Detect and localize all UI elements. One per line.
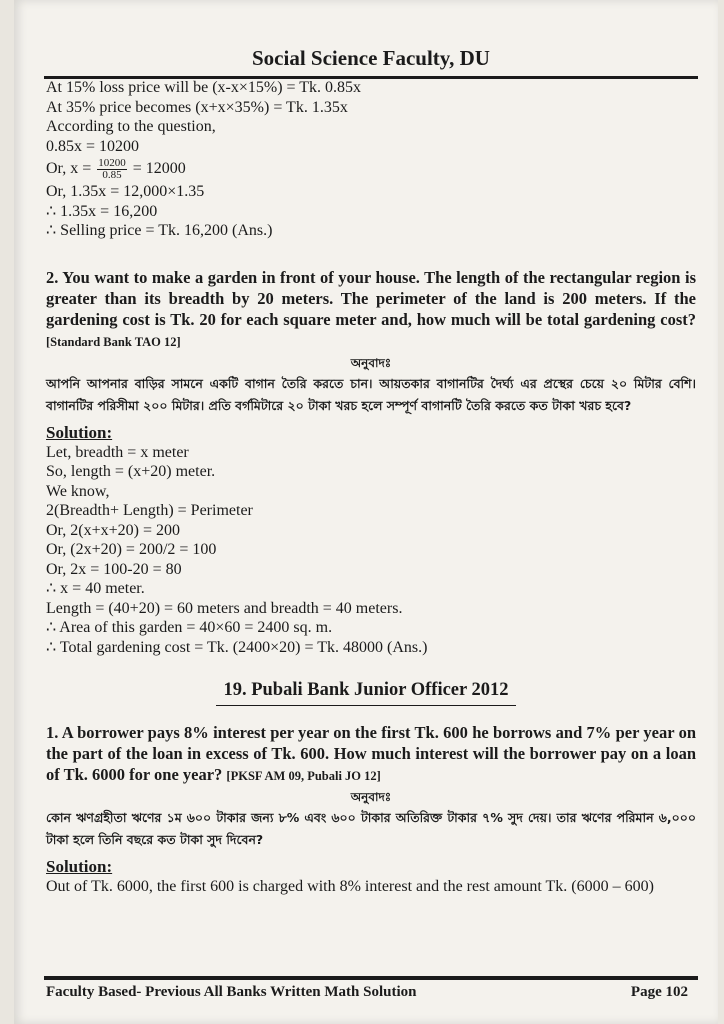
question-1 [46,722,696,787]
text-line: At 15% loss price will be (x-x×15%) = Tk. 0.85x [46,79,362,96]
text-line: Or, 1.35x = 12,000×1.35 [46,183,205,200]
text-line: Or, (2x+20) = 200/2 = 100 [46,541,217,558]
solution-heading: Solution: [46,423,113,442]
text-line: ∴ Total gardening cost = Tk. (2400×20) = Tk. 48000 (Ans.) [46,638,428,656]
page-number: Page 102 [630,984,688,1000]
section-heading: 19. Pubali Bank Junior Officer 2012 [216,681,516,706]
question-text: 1. A borrower pays 8% interest per year on the first Tk. 600 he borrows and 7% per year on the part of the loan in excess of Tk. 600. How much interest will the borrower pay on a loan of Tk. 6000 for one year? [46,722,696,784]
translation-label: অনুবাদঃ [350,355,392,370]
text-line: So, length = (x+20) meter. [46,463,216,480]
text-line: Or, 2(x+x+20) = 200 [46,521,180,539]
bangla-translation: কোন ঋণগ্রহীতা ঋণের ১ম ৬০০ টাকার জন্য ৮% এবং ৬০০ টাকার অতিরিক্ত টাকার ৭% সুদ দেয়। তার ঋণের পরিমান ৬,০০০ টাকা হলে তিনি বছরে কত টাকা সুদ দিবেন? [46,810,696,847]
text-line: Length = (40+20) = 60 meters and breadth = 40 meters. [46,599,403,617]
question-source: [PKSF AM 09, Pubali JO 12] [226,768,381,783]
text-line: According to the question, [46,118,216,135]
page-content [46,78,696,896]
fraction-denominator: 0.85 [102,168,122,181]
text-line: ∴ 1.35x = 16,200 [46,202,158,220]
text-line: 0.85x = 10200 [46,137,140,155]
footer-rule [44,976,698,980]
footer-title: Faculty Based- Previous All Banks Written Math Solution [46,984,417,1000]
text-line: At 35% price becomes (x+x×35%) = Tk. 1.35x [46,98,348,116]
bangla-translation: আপনি আপনার বাড়ির সামনে একটি বাগান তৈরি করতে চান। আয়তকার বাগানটির দৈর্ঘ্য এর প্রস্থের চেয়ে ২০ মিটার বেশি। বাগানটির পরিসীমা ২০০ মিটার। প্রতি বর্গমিটারে ২০ টাকা খরচ হলে সম্পূর্ণ বাগানটি তৈরি করতে কত টাকা খরচ হবে? [46,376,696,413]
text-line: Or, 2x = 100-20 = 80 [46,560,182,578]
fraction [97,158,127,181]
header-title: Social Science Faculty, DU [252,46,490,70]
solution-continued [46,78,696,241]
page-header [44,40,698,79]
fraction-suffix: = 12000 [128,160,186,177]
solution-text: Out of Tk. 6000, the first 600 is charged with 8% interest and the rest amount Tk. (6000 – 600) [46,877,654,895]
text-line: 2(Breadth+ Length) = Perimeter [46,502,253,519]
text-line: ∴ x = 40 meter. [46,580,145,597]
question-2 [46,267,696,353]
solution-heading: Solution: [46,857,113,876]
question-source: [Standard Bank TAO 12] [46,334,181,349]
text-line: We know, [46,482,110,500]
solution-body [46,443,696,658]
fraction-line [46,156,696,182]
fraction-numerator: 10200 [98,156,126,169]
translation-label: অনুবাদঃ [350,789,392,804]
page-footer [46,984,696,1001]
question-text: 2. You want to make a garden in front of your house. The length of the rectangular region is greater than its breadth by 20 meters. The perimeter of the land is 200 meters. If the gardening cost is Tk. 20 for each square meter and, how much will be total gardening cost? [46,267,696,329]
fraction-prefix: Or, x = [46,160,96,177]
text-line: ∴ Area of this garden = 40×60 = 2400 sq. m. [46,619,333,636]
document-page [14,0,718,1024]
text-line: Let, breadth = x meter [46,443,189,461]
text-line: ∴ Selling price = Tk. 16,200 (Ans.) [46,222,273,239]
